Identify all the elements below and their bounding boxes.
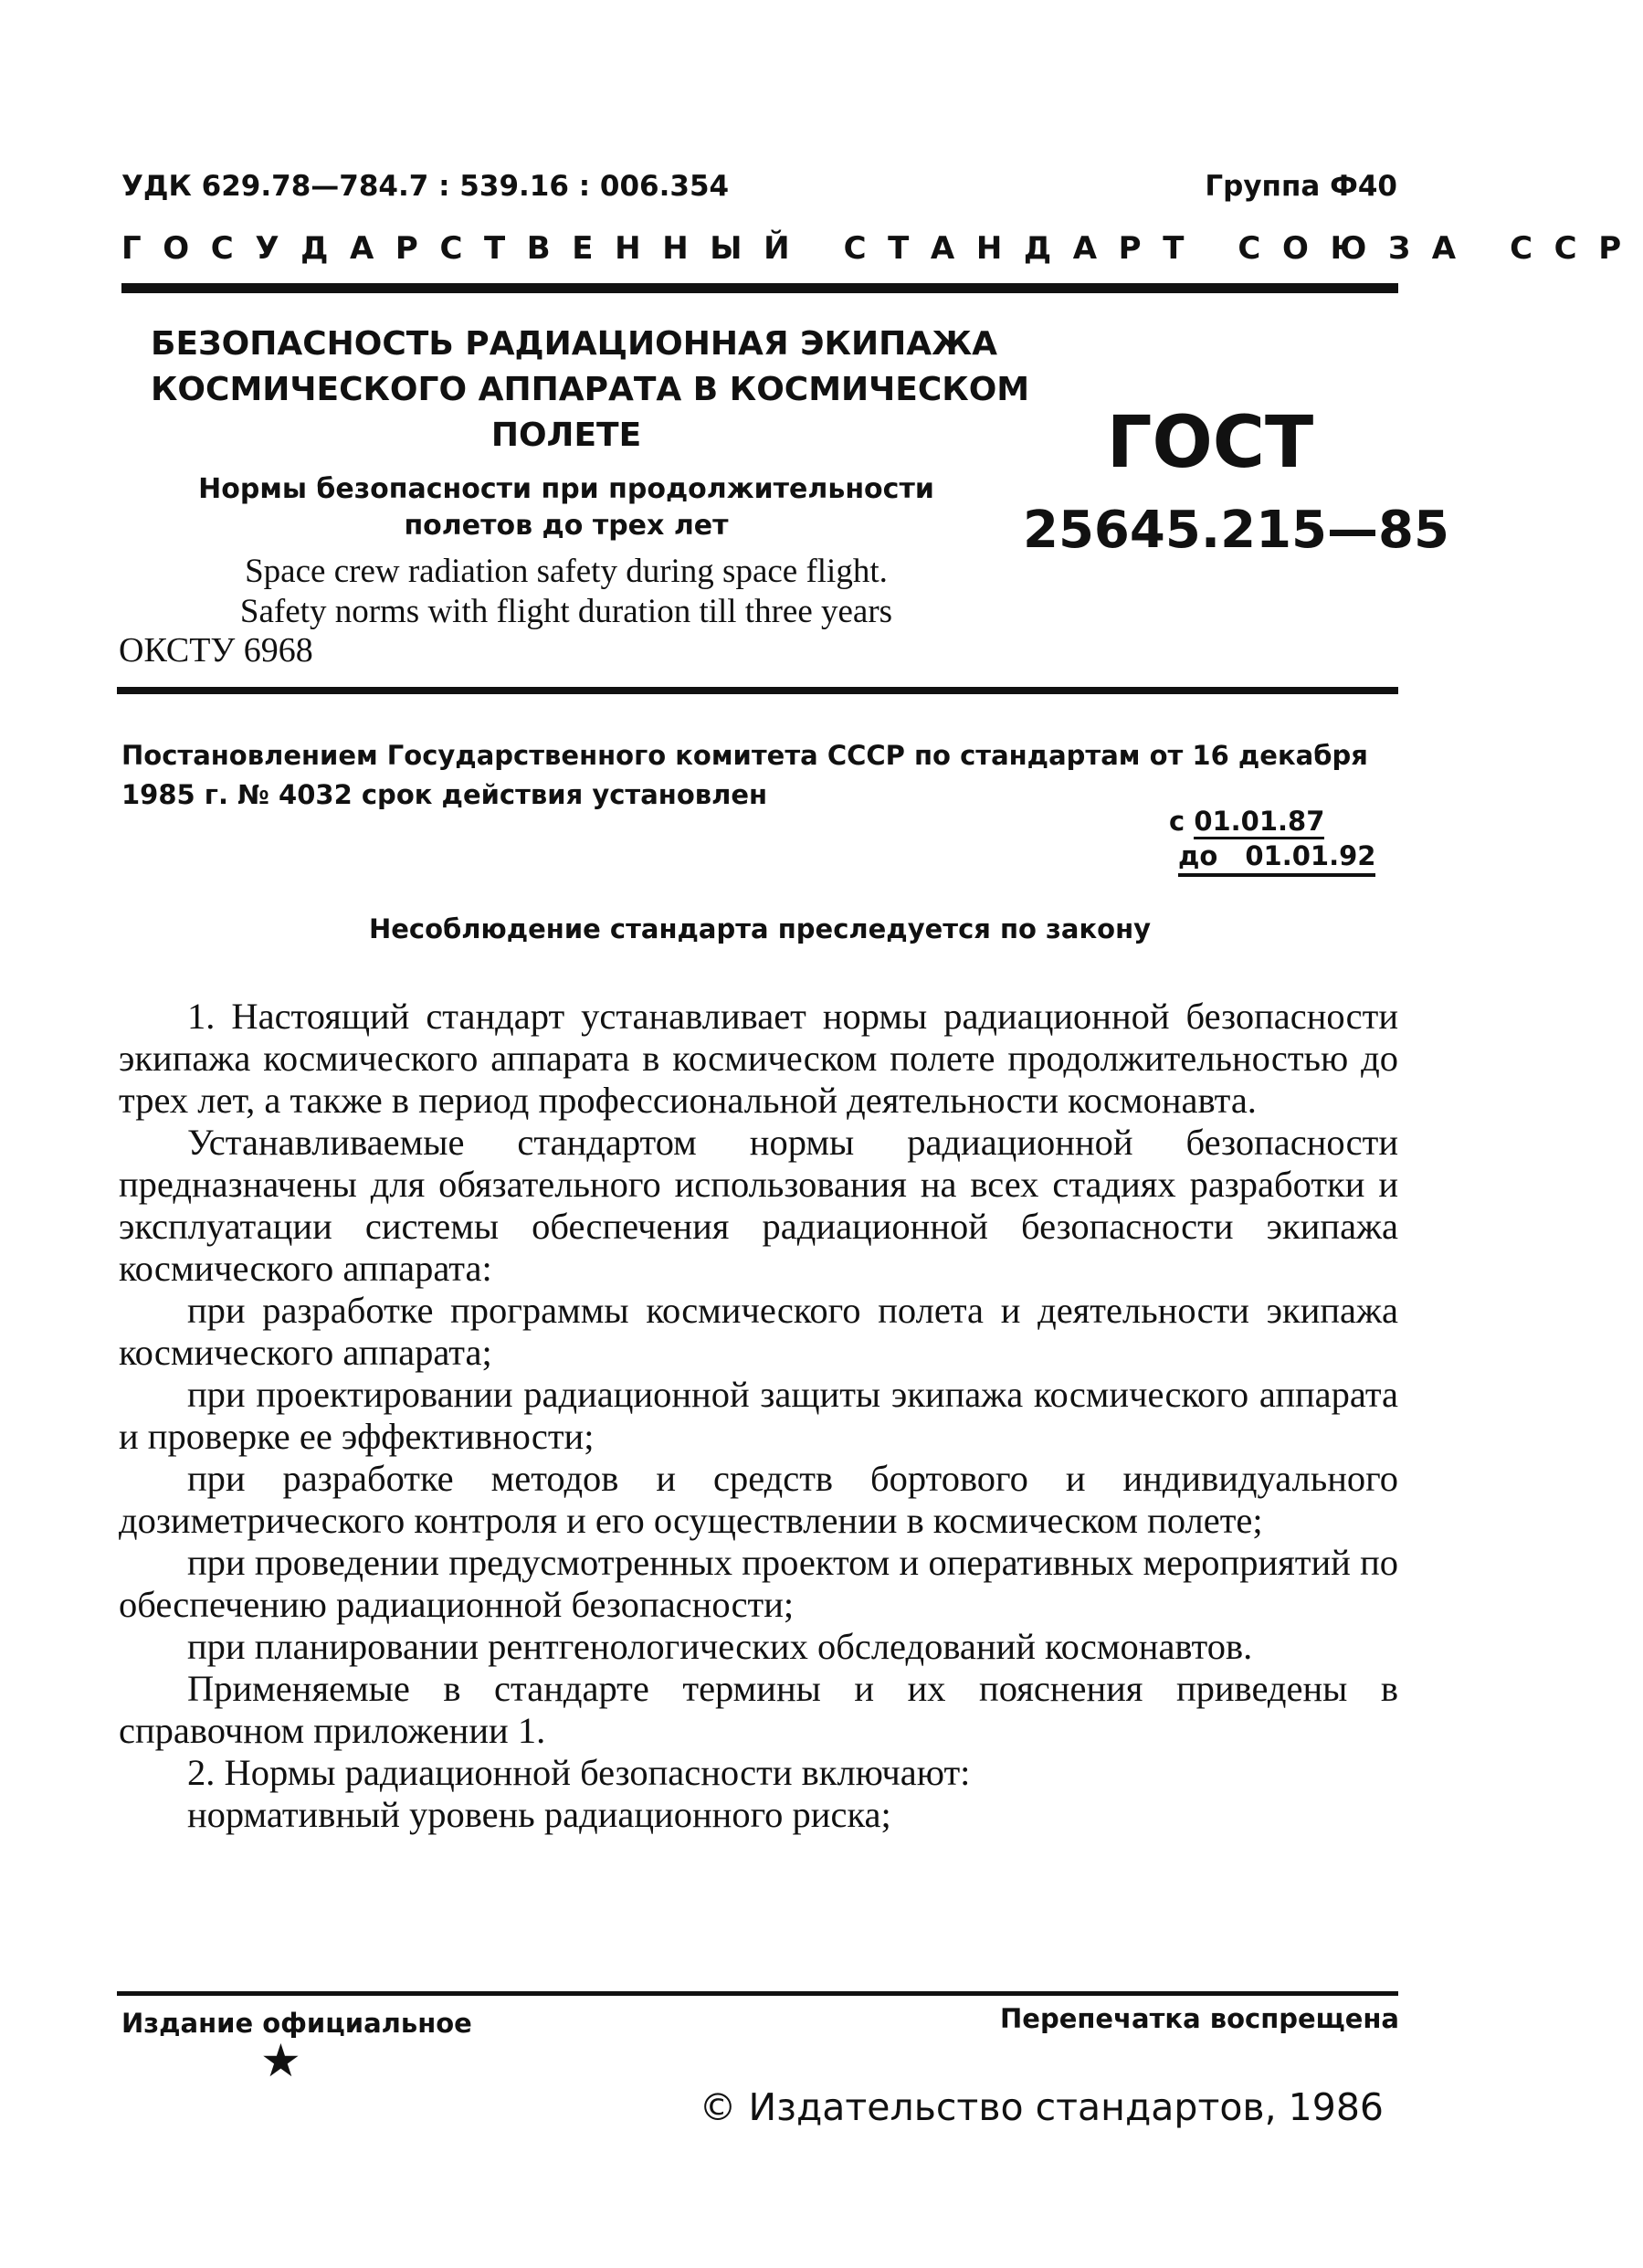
top-rule	[121, 283, 1398, 293]
state-standard-heading: ГОСУДАРСТВЕННЫЙ СТАНДАРТ СОЮЗА ССР	[121, 230, 1643, 267]
paragraph-5: при разработке методов и средств бортового и индивидуального дозиметрического контроля и его осуществлении в космическом полете;	[119, 1458, 1398, 1541]
title-line-2: КОСМИЧЕСКОГО АППАРАТА В КОСМИЧЕСКОМ	[151, 371, 1030, 408]
paragraph-9: 2. Нормы радиационной безопасности включают:	[187, 1752, 971, 1793]
paragraph-3: при разработке программы космического полета и деятельности экипажа космического аппарата;	[119, 1290, 1398, 1373]
edition-note: Издание официальное	[121, 2008, 472, 2039]
paragraph-10: нормативный уровень радиационного риска;	[187, 1794, 891, 1835]
effective-to	[1178, 840, 1375, 877]
udc-code: УДК 629.78—784.7 : 539.16 : 006.354	[121, 170, 730, 203]
paragraph-6: при проведении предусмотренных проектом и оперативных мероприятий по обеспечению радиационной безопасности;	[119, 1542, 1398, 1625]
gost-number: 25645.215—85	[1023, 501, 1449, 560]
publisher-copyright: © Издательство стандартов, 1986	[699, 2085, 1384, 2129]
subtitle-line-2: полетов до трех лет	[404, 510, 729, 542]
reprint-note: Перепечатка воспрещена	[1000, 2003, 1399, 2034]
title-line-1: БЕЗОПАСНОСТЬ РАДИАЦИОННАЯ ЭКИПАЖА	[151, 325, 997, 363]
effective-from	[1169, 806, 1324, 837]
decree-text: Постановлением Государственного комитета СССР по стандартам от 16 декабря 1985 г. № 4032 срок действия установлен	[121, 740, 1368, 810]
title-line-3: ПОЛЕТЕ	[490, 417, 642, 454]
legal-warning: Несоблюдение стандарта преследуется по закону	[368, 913, 1152, 944]
to-prefix: до	[1178, 840, 1218, 871]
paragraph-4: при проектировании радиационной защиты экипажа космического аппарата и проверке ее эффективности;	[119, 1374, 1398, 1457]
from-prefix: с	[1169, 806, 1185, 837]
body-text	[119, 996, 1398, 1836]
english-title-line-2: Safety norms with flight duration till three years	[239, 593, 893, 630]
title-block	[151, 322, 1030, 632]
group-code: Группа Ф40	[1205, 170, 1397, 203]
from-date: 01.01.87	[1194, 806, 1324, 839]
bottom-rule	[117, 1991, 1398, 1996]
paragraph-8: Применяемые в стандарте термины и их пояснения приведены в справочном приложении 1.	[119, 1668, 1398, 1751]
paragraph-7: при планировании рентгенологических обследований космонавтов.	[187, 1626, 1253, 1667]
middle-rule	[117, 687, 1398, 694]
gost-label: ГОСТ	[1106, 402, 1314, 484]
oksty-code: ОКСТУ 6968	[119, 631, 313, 670]
to-date: 01.01.92	[1245, 840, 1376, 871]
paragraph-2: Устанавливаемые стандартом нормы радиационной безопасности предназначены для обязательного использования на всех стадиях разработки и эксплуатации системы обеспечения радиационной безопасности экипажа космического аппарата:	[119, 1122, 1398, 1289]
english-title-line-1: Space crew radiation safety during space flight.	[245, 553, 888, 590]
paragraph-1: 1. Настоящий стандарт устанавливает нормы радиационной безопасности экипажа космического аппарата в космическом полете продолжительностью до трех лет, а также в период профессиональной деятельности космонавта.	[119, 996, 1398, 1121]
star-icon: ★	[260, 2034, 301, 2087]
subtitle-line-1: Нормы безопасности при продолжительности	[198, 473, 934, 505]
